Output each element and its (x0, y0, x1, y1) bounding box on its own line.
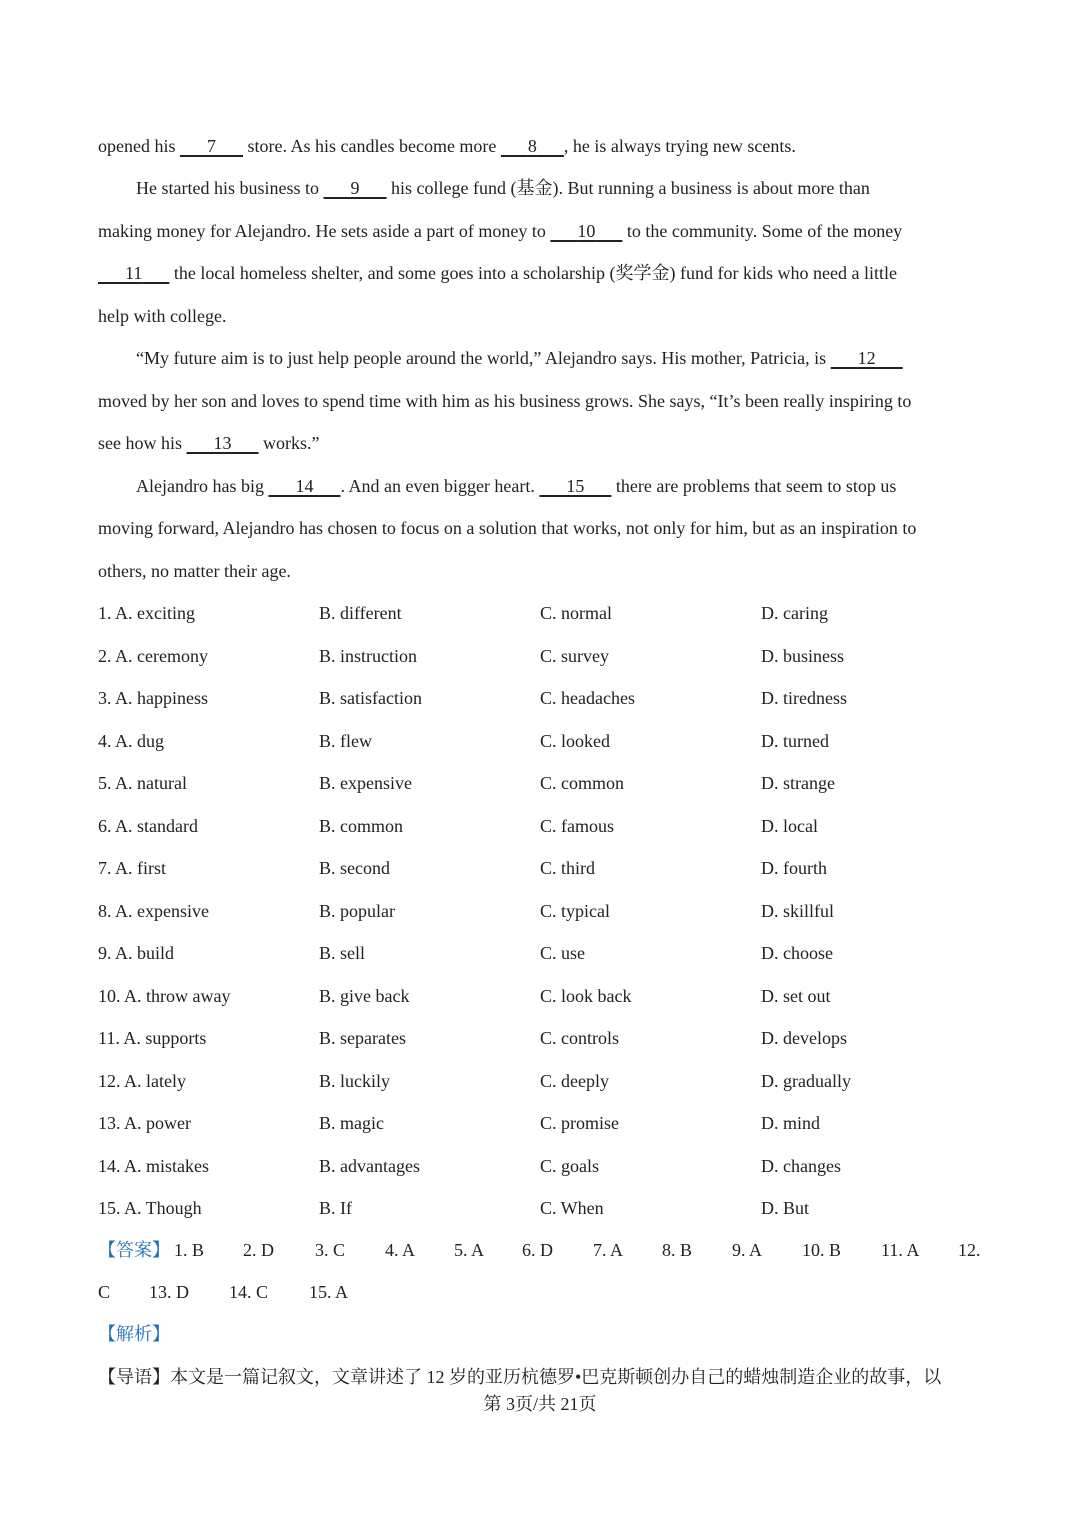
option-choice: D. fourth (761, 858, 827, 878)
text-segment: to the community. Some of the money (622, 221, 903, 241)
text-segment: making money for Alejandro. He sets aside a part of money to (98, 221, 551, 241)
option-choice: 11. A. supports (98, 1028, 207, 1048)
passage-line-2 (136, 176, 988, 200)
option-row (98, 686, 988, 710)
blank-7: 7 (206, 136, 216, 156)
blank-13: 13 (213, 433, 232, 453)
option-choice: 14. A. mistakes (98, 1156, 209, 1176)
option-row (98, 729, 988, 753)
answer-item: 9. A (732, 1240, 763, 1260)
option-row (98, 1154, 988, 1178)
text-segment: Alejandro has big (136, 476, 269, 496)
answer-item: 11. A (881, 1240, 920, 1260)
passage-line-8 (98, 431, 988, 455)
option-choice: 7. A. first (98, 858, 167, 878)
option-choice: B. sell (319, 943, 366, 963)
option-choice: C. common (540, 773, 624, 793)
blank-11: 11 (125, 263, 143, 283)
option-choice: D. strange (761, 773, 835, 793)
answer-item: 8. B (662, 1240, 693, 1260)
passage-line-5: help with college. (98, 306, 227, 326)
answer-line-2 (98, 1280, 988, 1304)
blank-8: 8 (527, 136, 537, 156)
answer-tag: 【答案】 (98, 1240, 170, 1260)
text-segment: “My future aim is to just help people around the world,” Alejandro says. His mother, Patricia, is (136, 348, 831, 368)
text-segment: there are problems that seem to stop us (611, 476, 897, 496)
option-choice: 15. A. Though (98, 1198, 202, 1218)
option-choice: C. deeply (540, 1071, 609, 1091)
option-choice: D. caring (761, 603, 828, 623)
passage-line-11: others, no matter their age. (98, 561, 291, 581)
text-segment: the local homeless shelter, and some goes into a scholarship (奖学金) fund for kids who need a little (169, 263, 897, 283)
text-segment: opened his (98, 136, 180, 156)
answer-line-1 (98, 1238, 988, 1262)
option-choice: D. changes (761, 1156, 841, 1176)
option-row (98, 771, 988, 795)
answer-item: 7. A (593, 1240, 624, 1260)
option-choice: C. headaches (540, 688, 635, 708)
text-segment: store. As his candles become more (242, 136, 501, 156)
option-choice: B. advantages (319, 1156, 420, 1176)
passage-line-9 (136, 474, 988, 498)
option-choice: C. third (540, 858, 596, 878)
passage-line-7: moved by her son and loves to spend time with him as his business grows. She says, “It’s been really inspiring to (98, 391, 912, 411)
option-choice: D. local (761, 816, 818, 836)
option-choice: B. give back (319, 986, 410, 1006)
option-row (98, 814, 988, 838)
blank-12: 12 (857, 348, 876, 368)
option-row (98, 601, 988, 625)
answer-item: 6. D (522, 1240, 553, 1260)
option-choice: 10. A. throw away (98, 986, 231, 1006)
option-row (98, 899, 988, 923)
option-choice: C. looked (540, 731, 610, 751)
option-row (98, 644, 988, 668)
option-choice: 12. A. lately (98, 1071, 186, 1091)
answer-item: 14. C (229, 1282, 269, 1302)
option-choice: B. expensive (319, 773, 412, 793)
option-choice: 5. A. natural (98, 773, 187, 793)
option-choice: 8. A. expensive (98, 901, 209, 921)
analysis-heading (98, 1322, 988, 1346)
option-choice: 3. A. happiness (98, 688, 208, 708)
answer-item: 5. A (454, 1240, 485, 1260)
passage-line-4 (98, 261, 988, 285)
answer-item: 4. A (385, 1240, 416, 1260)
option-choice: C. survey (540, 646, 609, 666)
passage-line-10: moving forward, Alejandro has chosen to focus on a solution that works, not only for him, but as an inspiration to (98, 518, 917, 538)
option-choice: B. popular (319, 901, 395, 921)
guide-line (98, 1365, 988, 1389)
option-choice: C. controls (540, 1028, 619, 1048)
option-choice: 2. A. ceremony (98, 646, 208, 666)
option-choice: D. business (761, 646, 845, 666)
option-choice: B. magic (319, 1113, 384, 1133)
option-choice: B. satisfaction (319, 688, 422, 708)
answer-item: 15. A (309, 1282, 349, 1302)
option-choice: D. skillful (761, 901, 835, 921)
option-choice: C. normal (540, 603, 612, 623)
analysis-tag: 【解析】 (98, 1324, 170, 1344)
option-row (98, 1069, 988, 1093)
option-choice: D. mind (761, 1113, 821, 1133)
blank-15: 15 (566, 476, 585, 496)
option-choice: C. typical (540, 901, 610, 921)
option-choice: C. promise (540, 1113, 619, 1133)
option-choice: B. instruction (319, 646, 417, 666)
answer-item: 3. C (315, 1240, 346, 1260)
option-choice: C. famous (540, 816, 614, 836)
option-choice: D. develops (761, 1028, 847, 1048)
option-choice: B. common (319, 816, 403, 836)
blank-10: 10 (577, 221, 596, 241)
option-choice: B. luckily (319, 1071, 390, 1091)
option-choice: D. gradually (761, 1071, 851, 1091)
text-segment: . And an even bigger heart. (340, 476, 540, 496)
option-choice: C. goals (540, 1156, 600, 1176)
option-choice: D. But (761, 1198, 810, 1218)
answer-item: 2. D (243, 1240, 274, 1260)
option-choice: 4. A. dug (98, 731, 165, 751)
option-choice: B. flew (319, 731, 372, 751)
answer-item: 12. (958, 1240, 981, 1260)
option-choice: 13. A. power (98, 1113, 191, 1133)
passage-line-6 (136, 346, 988, 370)
option-row (98, 984, 988, 1008)
option-choice: D. choose (761, 943, 833, 963)
option-choice: B. If (319, 1198, 352, 1218)
page-footer: 第 3页/共 21页 (483, 1394, 597, 1414)
answer-item: 1. B (174, 1240, 205, 1260)
option-choice: D. turned (761, 731, 829, 751)
option-choice: C. When (540, 1198, 604, 1218)
option-row (98, 1111, 988, 1135)
option-choice: 1. A. exciting (98, 603, 195, 623)
answer-item: 10. B (802, 1240, 842, 1260)
answer-item: 13. D (149, 1282, 189, 1302)
option-choice: D. tiredness (761, 688, 847, 708)
option-row (98, 856, 988, 880)
text-segment: his college fund (基金). But running a business is about more than (386, 178, 870, 198)
option-row (98, 1026, 988, 1050)
option-choice: D. set out (761, 986, 831, 1006)
option-row (98, 1196, 988, 1220)
option-choice: B. second (319, 858, 390, 878)
passage-line-1 (98, 134, 988, 158)
passage-line-3 (98, 219, 988, 243)
option-choice: B. separates (319, 1028, 406, 1048)
text-segment: see how his (98, 433, 187, 453)
option-choice: C. use (540, 943, 585, 963)
text-segment: , he is always trying new scents. (563, 136, 796, 156)
text-segment: He started his business to (136, 178, 324, 198)
blank-14: 14 (295, 476, 314, 496)
option-choice: 9. A. build (98, 943, 175, 963)
option-choice: 6. A. standard (98, 816, 198, 836)
text-segment: works.” (258, 433, 320, 453)
option-row (98, 941, 988, 965)
guide-tag: 【导语】 (98, 1367, 170, 1387)
blank-9: 9 (350, 178, 360, 198)
answer-item: C (98, 1282, 111, 1302)
option-choice: B. different (319, 603, 402, 623)
guide-text: 本文是一篇记叙文，文章讲述了 12 岁的亚历杭德罗•巴克斯顿创办自己的蜡烛制造企业的故事，以 (170, 1367, 942, 1387)
option-choice: C. look back (540, 986, 632, 1006)
